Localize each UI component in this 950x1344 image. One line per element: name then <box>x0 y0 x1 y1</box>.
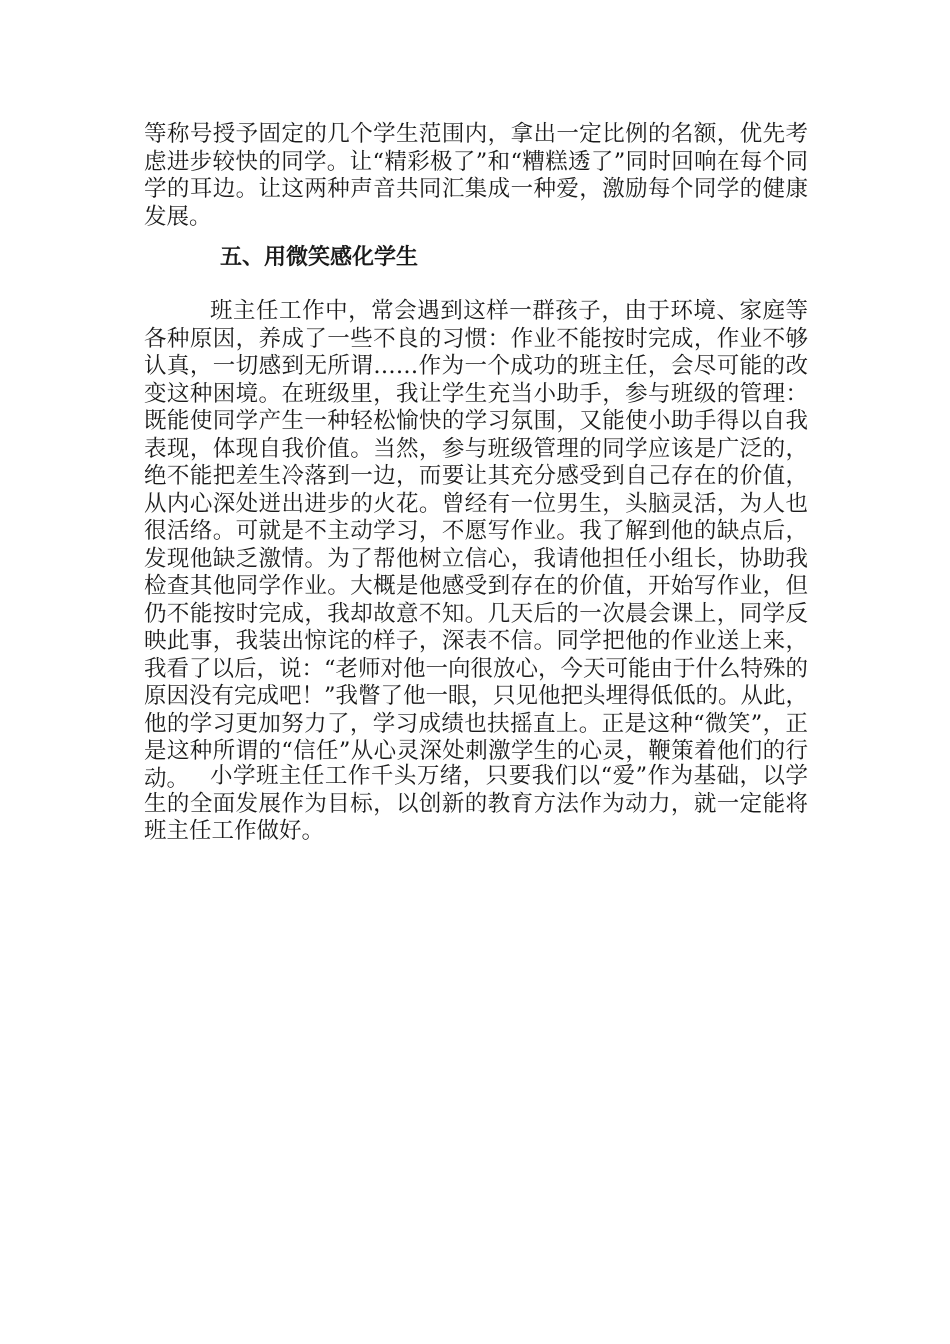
section-heading: 五、用微笑感化学生 <box>220 245 419 270</box>
paragraph-conclusion: 小学班主任工作千头万绪，只要我们以“爱”作为基础，以学生的全面发展作为目标，以创新的教育方法作为动力，就一定能将班主任工作做好。 <box>144 763 808 844</box>
paragraph-main: 班主任工作中，常会遇到这样一群孩子，由于环境、家庭等各种原因，养成了一些不良的习惯：作业不能按时完成，作业不够认真，一切感到无所谓……作为一个成功的班主任，会尽可能的改变这种困境。在班级里，我让学生充当小助手，参与班级的管理：既能使同学产生一种轻松愉快的学习氛围，又能使小助手得以自我表现，体现自我价值。当然，参与班级管理的同学应该是广泛的，绝不能把差生冷落到一边，而要让其充分感受到自己存在的价值，从内心深处迸出进步的火花。曾经有一位男生，头脑灵活，为人也很活络。可就是不主动学习，不愿写作业。我了解到他的缺点后，发现他缺乏激情。为了帮他树立信心，我请他担任小组长，协助我检查其他同学作业。大概是他感受到存在的价值，开始写作业，但仍不能按时完成，我却故意不知。几天后的一次晨会课上，同学反映此事，我装出惊诧的样子，深表不信。同学把他的作业送上来，我看了以后，说：“老师对他一向很放心，今天可能由于什么特殊的原因没有完成吧！”我瞥了他一眼，只见他把头埋得低低的。从此，他的学习更加努力了，学习成绩也扶摇直上。正是这种“微笑”，正是这种所谓的“信任”从心灵深处刺激学生的心灵，鞭策着他们的行动。 <box>144 298 809 792</box>
paragraph-continued: 等称号授予固定的几个学生范围内，拿出一定比例的名额，优先考虑进步较快的同学。让“精彩极了”和“糟糕透了”同时回响在每个同学的耳边。让这两种声音共同汇集成一种爱，激励每个同学的健康发展。 <box>144 121 808 230</box>
